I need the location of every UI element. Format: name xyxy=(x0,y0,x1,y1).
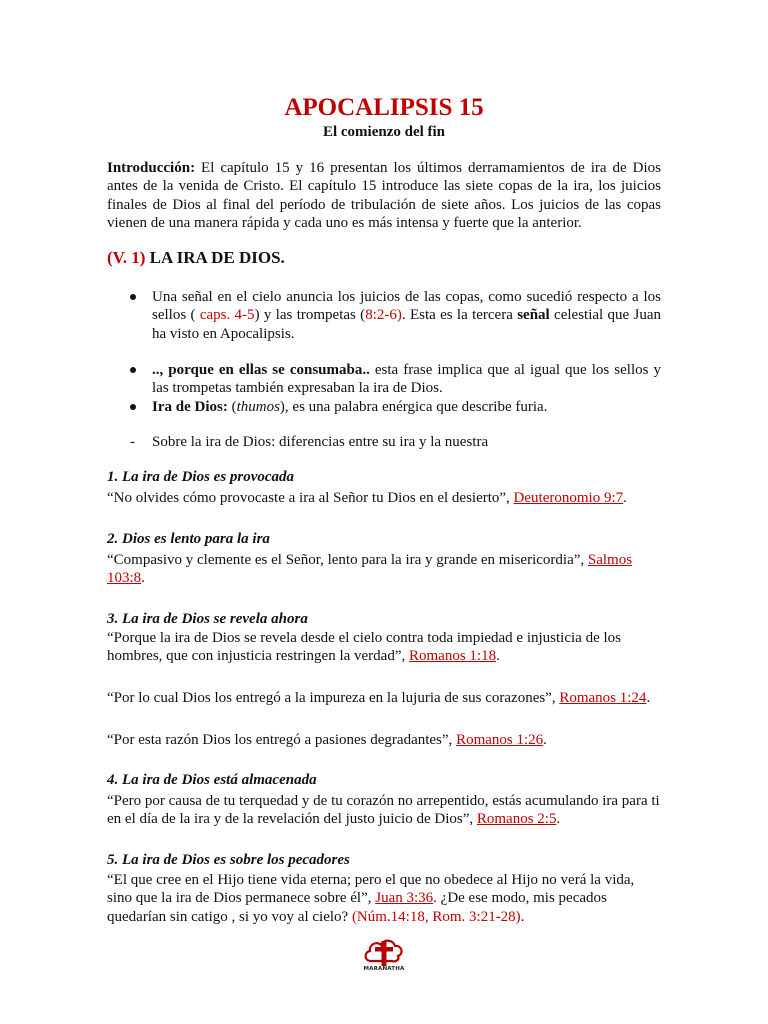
quote-text: . ¿De ese modo, mis pecados quedarían sin catigo , si yo voy al cielo? xyxy=(107,890,607,925)
ref-link-romanos-1-26[interactable]: Romanos 1:26 xyxy=(456,732,544,748)
section-4-title: 4. La ira de Dios está almacenada xyxy=(107,772,317,788)
heading-text: LA IRA DE DIOS. xyxy=(145,248,285,267)
section-3-quote-3 xyxy=(107,731,661,749)
quote-end: . xyxy=(141,570,145,587)
quote-end: . xyxy=(556,811,561,828)
page-title: APOCALIPSIS 15 xyxy=(284,94,484,121)
quote-end: . xyxy=(520,908,525,925)
section-4-text xyxy=(107,792,661,829)
dash-item xyxy=(130,433,488,451)
ref-link-deuteronomio[interactable]: Deuteronomio 9:7 xyxy=(513,490,624,506)
quote-end: . xyxy=(543,732,547,748)
ref-link-salmos[interactable]: Salmos 103:8 xyxy=(107,552,633,587)
ref-numeros-romanos: (Núm.14:18, Rom. 3:21-28) xyxy=(351,908,521,925)
bullet-italic: thumos xyxy=(236,399,280,415)
bullet-text: . Esta es la tercera xyxy=(401,307,518,324)
ref-link-romanos-1-24[interactable]: Romanos 1:24 xyxy=(559,690,647,706)
bullet-item-3 xyxy=(130,398,661,416)
bullet-item-1 xyxy=(130,288,661,343)
section-heading xyxy=(107,247,285,269)
quote-end: . xyxy=(496,648,500,665)
bullet-bold: Ira de Dios: xyxy=(152,399,228,415)
section-5-text xyxy=(107,871,661,926)
section-3-quote-2 xyxy=(107,689,661,707)
quote-text: “El que cree en el Hijo tiene vida eterna; pero el que no obedece al Hijo no verá la vida, sino que la ira de Dios permanece sobre él”, xyxy=(107,872,635,907)
ref-link-romanos-1-18[interactable]: Romanos 1:18 xyxy=(409,648,497,665)
bullet-icon xyxy=(130,294,136,300)
quote-text: “Pero por causa de tu terquedad y de tu corazón no arrepentido, estás acumulando ira para ti en el día de la ira y de la revelación del justo juicio de Dios”, xyxy=(107,793,660,828)
page-subtitle: El comienzo del fin xyxy=(322,124,446,140)
bullet-bold: .., porque en ellas se consumaba.. xyxy=(152,362,370,378)
maranatha-logo xyxy=(360,935,408,977)
section-2-text xyxy=(107,551,661,588)
quote-text: “Porque la ira de Dios se revela desde el cielo contra toda impiedad e injusticia de los hombres, que con injusticia restringen la verdad”, xyxy=(107,630,621,665)
bullet-icon xyxy=(130,367,136,373)
verse-ref: (V. 1) xyxy=(107,248,146,267)
ref-link-romanos-2-5[interactable]: Romanos 2:5 xyxy=(476,811,557,828)
section-2-title: 2. Dios es lento para la ira xyxy=(107,531,270,547)
section-1-title: 1. La ira de Dios es provocada xyxy=(107,469,295,485)
ref-trumpets: 8:2-6) xyxy=(365,307,402,324)
quote-end: . xyxy=(623,490,627,506)
intro-label: Introducción: xyxy=(107,160,196,176)
bullet-text: Una señal en el cielo anuncia los juicios de las copas, como sucedió respecto a los sellos ( xyxy=(152,289,661,324)
section-5-title: 5. La ira de Dios es sobre los pecadores xyxy=(107,852,350,868)
quote-text: “Por lo cual Dios los entregó a la impureza en la lujuria de sus corazones”, xyxy=(107,690,560,706)
section-3-text xyxy=(107,629,661,666)
quote-end: . xyxy=(646,690,651,706)
cloud-cross-icon xyxy=(360,935,408,967)
bullet-icon xyxy=(130,404,136,410)
section-3-title: 3. La ira de Dios se revela ahora xyxy=(107,611,308,627)
section-1-text xyxy=(107,489,661,507)
bullet-text: ) y las trompetas ( xyxy=(254,307,366,324)
logo-text: MARANATHA xyxy=(363,966,405,972)
quote-text: “Compasivo y clemente es el Señor, lento para la ira y grande en misericordia”, xyxy=(107,552,588,568)
bullet-text: esta frase implica que al igual que los sellos y las trompetas también expresaban la ira de Dios. xyxy=(152,362,661,397)
quote-text: “No olvides cómo provocaste a ira al Señor tu Dios en el desierto”, xyxy=(107,490,514,506)
ref-link-juan-3-36[interactable]: Juan 3:36 xyxy=(375,890,434,907)
intro-paragraph xyxy=(107,159,661,232)
ref-caps: caps. 4-5 xyxy=(199,307,255,324)
bullet-text: celestial que Juan ha visto en Apocalipsis. xyxy=(152,307,661,342)
bullet-text: ), es una palabra enérgica que describe furia. xyxy=(279,399,548,415)
quote-text: “Por esta razón Dios los entregó a pasiones degradantes”, xyxy=(107,732,457,748)
dash-text: Sobre la ira de Dios: diferencias entre su ira y la nuestra xyxy=(152,434,489,450)
dash-mark: - xyxy=(130,434,135,450)
bullet-item-2 xyxy=(130,361,661,398)
intro-text: El capítulo 15 y 16 presentan los últimos derramamientos de ira de Dios antes de la venida de Cristo. El capítulo 15 introduce las siete copas de la ira, los juicios finales de Dios al final del período de tribulación de siete años. Los juicios de las copas vienen de una manera rápida y cada uno es más intensa y fuerte que la anterior. xyxy=(107,160,661,231)
bullet-text: ( xyxy=(227,399,237,415)
bullet-bold: señal xyxy=(517,307,550,324)
